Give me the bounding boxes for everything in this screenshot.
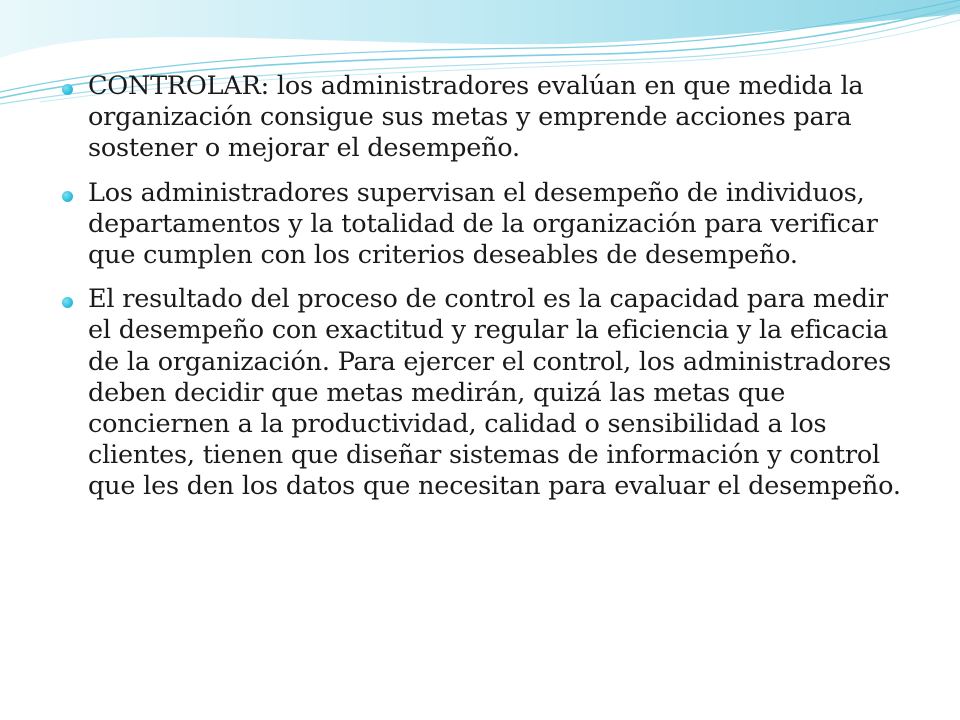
- slide-content: [62, 71, 902, 516]
- bullet-dot-icon: [62, 191, 73, 202]
- bullet-text: Los administradores supervisan el desempeño de individuos, departamentos y la totalidad de la organización para verificar que cumplen con los criterios deseables de desempeño.: [88, 177, 878, 271]
- bullet-item: [62, 71, 902, 165]
- bullet-text: CONTROLAR: los administradores evalúan en que medida la organización consigue sus metas y emprende acciones para sostener o mejorar el desempeño.: [88, 71, 864, 164]
- bullet-list: [62, 71, 902, 503]
- bullet-dot-icon: [62, 297, 73, 308]
- bullet-item: [62, 178, 902, 272]
- bullet-dot-icon: [62, 84, 73, 95]
- bullet-text: El resultado del proceso de control es la capacidad para medir el desempeño con exactitud y regular la eficiencia y la eficacia de la organización. Para ejercer el control, los administradores deben decidir que metas medirán, quizá las metas que conciernen a la productividad, calidad o sensibilidad a los clientes, tienen que diseñar sistemas de información y control que les den los datos que necesitan para evaluar el desempeño.: [88, 284, 901, 502]
- bullet-item: [62, 284, 902, 502]
